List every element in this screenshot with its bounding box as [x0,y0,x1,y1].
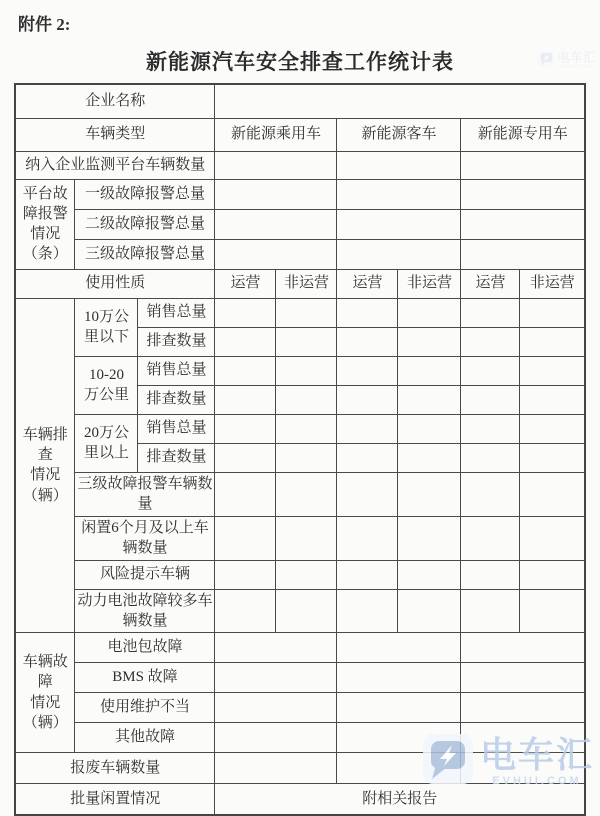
data-cell [337,516,398,560]
data-cell [337,327,398,356]
label-sales-total: 销售总量 [138,414,215,443]
row-mileage3-sales [15,414,585,443]
data-cell [337,723,461,753]
group-platform-alarm [15,179,75,269]
data-cell [337,239,461,269]
data-cell [461,151,585,179]
data-cell [398,298,461,327]
label-mileage-over-200k: 20万公里以上 [75,414,138,472]
data-cell [215,589,276,633]
row-fault-battery-pack [15,633,585,663]
data-cell [461,179,585,209]
data-cell [215,356,276,385]
usage-option: 非运营 [276,269,337,298]
data-cell [215,151,337,179]
group-fault-label: 车辆故障 [22,654,68,691]
row-idle-vehicles [15,516,585,560]
group-platform-alarm-label: 平台故障报警情况 [22,185,68,242]
col-header-passenger: 新能源乘用车 [215,118,337,151]
usage-option: 运营 [461,269,520,298]
label-level3-alarm-vehicles: 三级故障报警车辆数量 [75,472,215,516]
data-cell [215,414,276,443]
row-alarm-level1 [15,179,585,209]
data-cell [461,443,520,472]
data-cell [276,298,337,327]
data-cell [276,385,337,414]
data-cell [461,753,585,784]
data-cell [461,723,585,753]
data-cell [215,472,276,516]
data-cell [520,516,585,560]
watermark-brand: 电车汇 [557,50,596,65]
data-cell [398,443,461,472]
row-fault-other [15,723,585,753]
data-cell [520,356,585,385]
data-cell [461,633,585,663]
watermark-domain: EVHUI.COM [492,774,582,787]
label-fault-bms: BMS 故障 [75,663,215,693]
watermark-brand: 电车汇 [479,733,594,775]
label-mileage-100-200k: 10-20万公里 [75,356,138,414]
data-cell [461,209,585,239]
data-cell [215,693,337,723]
row-batch-idle [15,784,585,815]
data-cell [215,516,276,560]
row-fault-bms [15,663,585,693]
usage-option: 非运营 [398,269,461,298]
data-cell [461,414,520,443]
label-alarm-level2: 二级故障报警总量 [75,209,215,239]
row-alarm-level2 [15,209,585,239]
data-cell [337,753,461,784]
data-cell [461,327,520,356]
label-vehicle-type: 车辆类型 [15,118,215,151]
row-level3-alarm-vehicles [15,472,585,516]
data-cell [276,560,337,589]
data-cell [398,589,461,633]
row-scrapped [15,753,585,784]
data-cell [337,633,461,663]
data-cell [461,356,520,385]
label-sales-total: 销售总量 [138,298,215,327]
row-risk-alert-vehicles [15,560,585,589]
attachment-label: 附件 2: [18,15,71,34]
data-cell [276,327,337,356]
data-cell [215,327,276,356]
data-cell [337,589,398,633]
data-cell [215,443,276,472]
label-platform-count: 纳入企业监测平台车辆数量 [15,151,215,179]
usage-option: 运营 [215,269,276,298]
label-mileage-under-100k: 10万公里以下 [75,298,138,356]
row-alarm-level3 [15,239,585,269]
data-cell [398,385,461,414]
col-header-bus: 新能源客车 [337,118,461,151]
row-vehicle-type [15,118,585,151]
data-cell [398,560,461,589]
data-cell [276,414,337,443]
data-cell [337,472,398,516]
group-inspection-label2: 情况 [30,467,61,484]
data-cell [215,560,276,589]
usage-option: 运营 [337,269,398,298]
label-scrapped: 报废车辆数量 [15,753,215,784]
data-cell [520,385,585,414]
label-fault-misuse: 使用维护不当 [75,693,215,723]
data-cell [520,443,585,472]
data-cell [461,385,520,414]
data-cell [337,560,398,589]
label-fault-battery-pack: 电池包故障 [75,633,215,663]
data-cell [398,472,461,516]
watermark-domain: EVHUI.COM [561,64,592,69]
data-cell [215,663,337,693]
data-cell [337,414,398,443]
data-cell [398,356,461,385]
data-cell [276,516,337,560]
label-alarm-level3: 三级故障报警总量 [75,239,215,269]
data-cell [461,663,585,693]
label-inspected-count: 排查数量 [138,443,215,472]
data-cell [398,414,461,443]
label-sales-total: 销售总量 [138,356,215,385]
data-cell [337,385,398,414]
label-inspected-count: 排查数量 [138,327,215,356]
group-fault-label2: 情况 [30,694,61,711]
group-inspection [15,298,75,633]
row-fault-misuse [15,693,585,723]
data-cell [337,693,461,723]
data-cell [520,472,585,516]
label-idle-vehicles: 闲置6个月及以上车辆数量 [75,516,215,560]
label-usage-nature: 使用性质 [15,269,215,298]
data-cell [337,298,398,327]
label-inspected-count: 排查数量 [138,385,215,414]
data-cell [520,298,585,327]
usage-option: 非运营 [520,269,585,298]
label-fault-other: 其他故障 [75,723,215,753]
data-cell [215,209,337,239]
row-mileage2-sales [15,356,585,385]
data-cell [215,385,276,414]
data-cell [520,589,585,633]
col-header-special: 新能源专用车 [461,118,585,151]
group-inspection-label: 车辆排查 [22,426,68,463]
data-cell [461,298,520,327]
row-usage-nature [15,269,585,298]
data-cell [520,327,585,356]
data-cell [337,356,398,385]
data-cell [461,693,585,723]
data-cell [398,327,461,356]
data-cell [337,209,461,239]
row-battery-fault-vehicles [15,589,585,633]
data-cell [215,723,337,753]
group-inspection-unit: （辆） [22,487,68,504]
label-alarm-level1: 一级故障报警总量 [75,179,215,209]
data-cell [276,443,337,472]
group-platform-alarm-unit: （条） [22,246,68,263]
data-cell [215,298,276,327]
group-fault-unit: （辆） [22,714,68,731]
data-cell [337,151,461,179]
row-platform-count [15,151,585,179]
group-fault [15,633,75,753]
data-cell [520,414,585,443]
data-cell [461,472,520,516]
data-cell [337,663,461,693]
stats-table [14,83,586,816]
label-batch-idle: 批量闲置情况 [15,784,215,815]
data-cell [215,753,337,784]
label-battery-fault-vehicles: 动力电池故障较多车辆数量 [75,589,215,633]
data-cell [461,516,520,560]
data-cell [337,179,461,209]
data-cell [461,560,520,589]
value-batch-idle: 附相关报告 [215,784,585,815]
data-cell [398,516,461,560]
row-company-name [15,84,585,118]
data-cell [520,560,585,589]
data-cell [276,356,337,385]
data-cell [215,179,337,209]
data-cell [276,589,337,633]
data-cell [337,443,398,472]
label-risk-alert-vehicles: 风险提示车辆 [75,560,215,589]
data-cell [276,472,337,516]
data-cell [461,589,520,633]
label-company-name: 企业名称 [15,84,215,118]
value-company-name [215,84,585,118]
data-cell [215,633,337,663]
row-mileage1-sales [15,298,585,327]
page-title: 新能源汽车安全排查工作统计表 [146,50,454,74]
data-cell [215,239,337,269]
data-cell [461,239,585,269]
